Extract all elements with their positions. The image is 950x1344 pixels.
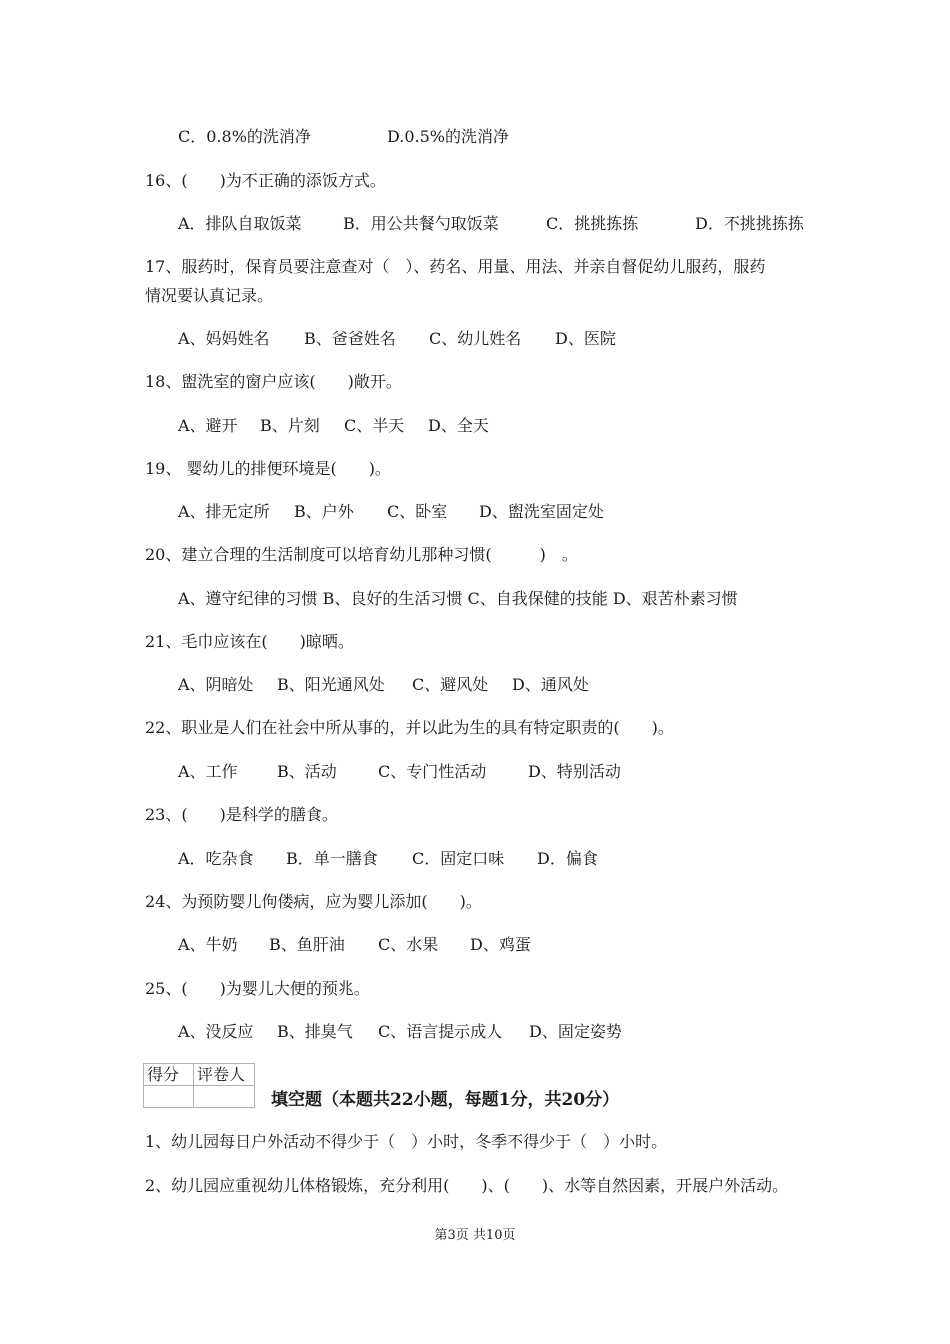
q18-option-a: A、避开 bbox=[178, 416, 238, 435]
q17-stem-line2: 情况要认真记录。 bbox=[145, 286, 274, 305]
q21-option-a: A、阴暗处 bbox=[178, 675, 254, 694]
grader-cell bbox=[194, 1086, 255, 1108]
q24-option-b: B、鱼肝油 bbox=[269, 935, 345, 954]
q20-stem: 20、建立合理的生活制度可以培育幼儿那种习惯( ) 。 bbox=[145, 545, 578, 564]
q17-option-a: A、妈妈姓名 bbox=[178, 329, 270, 348]
q19-option-b: B、户外 bbox=[294, 502, 354, 521]
q18-stem: 18、盥洗室的窗户应该( )敞开。 bbox=[145, 372, 402, 391]
q25-stem: 25、( )为婴儿大便的预兆。 bbox=[145, 979, 370, 998]
q17-option-d: D、医院 bbox=[555, 329, 616, 348]
fill-q1: 1、幼儿园每日户外活动不得少于（ ）小时，冬季不得少于（ ）小时。 bbox=[145, 1132, 668, 1151]
q15-option-c: C．0.8%的洗消净 bbox=[178, 127, 311, 146]
q17-stem-line1: 17、服药时，保育员要注意查对（ ）、药名、用量、用法、并亲自督促幼儿服药，服药 bbox=[145, 257, 766, 276]
q19-stem: 19、 婴幼儿的排便环境是( )。 bbox=[145, 459, 391, 478]
q24-option-d: D、鸡蛋 bbox=[470, 935, 531, 954]
q16-option-b: B．用公共餐勺取饭菜 bbox=[343, 214, 499, 233]
q23-option-a: A．吃杂食 bbox=[178, 849, 254, 868]
score-cell bbox=[144, 1086, 194, 1108]
q17-option-b: B、爸爸姓名 bbox=[304, 329, 396, 348]
q25-option-a: A、没反应 bbox=[178, 1022, 254, 1041]
q19-option-c: C、卧室 bbox=[387, 502, 448, 521]
q21-option-c: C、避风处 bbox=[412, 675, 489, 694]
q16-option-c: C．挑挑拣拣 bbox=[546, 214, 639, 233]
q18-option-c: C、半天 bbox=[344, 416, 405, 435]
q15-option-d: D.0.5%的洗消净 bbox=[387, 127, 509, 146]
q24-stem: 24、为预防婴儿佝偻病，应为婴儿添加( )。 bbox=[145, 892, 482, 911]
q17-option-c: C、幼儿姓名 bbox=[429, 329, 522, 348]
q18-option-b: B、片刻 bbox=[260, 416, 320, 435]
q21-option-d: D、通风处 bbox=[512, 675, 589, 694]
q18-option-d: D、全天 bbox=[428, 416, 489, 435]
q21-stem: 21、毛巾应该在( )晾晒。 bbox=[145, 632, 354, 651]
q23-option-b: B．单一膳食 bbox=[286, 849, 378, 868]
q22-option-d: D、特别活动 bbox=[528, 762, 621, 781]
score-table bbox=[143, 1063, 255, 1108]
q25-option-d: D、固定姿势 bbox=[529, 1022, 622, 1041]
q20-options: A、遵守纪律的习惯 B、良好的生活习惯 C、自我保健的技能 D、艰苦朴素习惯 bbox=[178, 589, 738, 608]
q19-option-a: A、排无定所 bbox=[178, 502, 270, 521]
q25-option-c: C、语言提示成人 bbox=[378, 1022, 503, 1041]
q16-stem: 16、( )为不正确的添饭方式。 bbox=[145, 171, 386, 190]
page-footer: 第3页 共10页 bbox=[434, 1228, 516, 1243]
q24-option-a: A、牛奶 bbox=[178, 935, 238, 954]
q25-option-b: B、排臭气 bbox=[277, 1022, 353, 1041]
q23-stem: 23、( )是科学的膳食。 bbox=[145, 805, 338, 824]
fill-q2: 2、幼儿园应重视幼儿体格锻炼，充分利用( )、( )、水等自然因素，开展户外活动。 bbox=[145, 1176, 789, 1195]
q19-option-d: D、盥洗室固定处 bbox=[479, 502, 604, 521]
q22-option-b: B、活动 bbox=[277, 762, 337, 781]
grader-header: 评卷人 bbox=[194, 1064, 255, 1086]
q24-option-c: C、水果 bbox=[378, 935, 439, 954]
q22-stem: 22、职业是人们在社会中所从事的，并以此为生的具有特定职责的( )。 bbox=[145, 718, 674, 737]
q23-option-d: D．偏食 bbox=[537, 849, 598, 868]
q21-option-b: B、阳光通风处 bbox=[277, 675, 385, 694]
q16-option-d: D．不挑挑拣拣 bbox=[695, 214, 804, 233]
score-header: 得分 bbox=[144, 1064, 194, 1086]
q22-option-a: A、工作 bbox=[178, 762, 238, 781]
q23-option-c: C．固定口味 bbox=[412, 849, 505, 868]
q22-option-c: C、专门性活动 bbox=[378, 762, 487, 781]
section-title: 填空题（本题共22小题，每题1分，共20分） bbox=[271, 1090, 620, 1110]
q16-option-a: A．排队自取饭菜 bbox=[178, 214, 302, 233]
